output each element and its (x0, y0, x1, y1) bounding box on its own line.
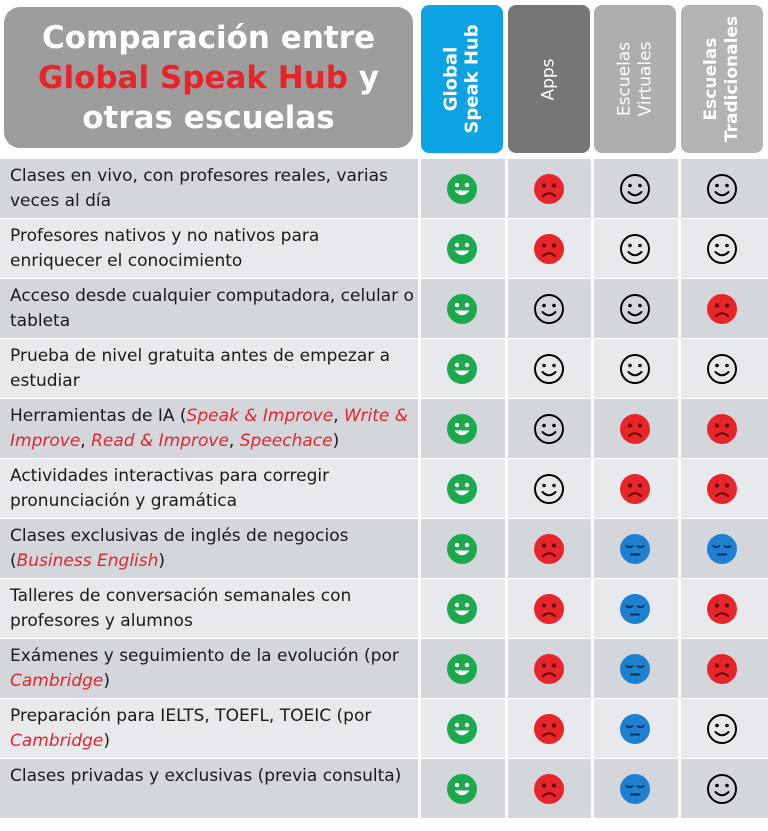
feature-highlight: Write & Improve (10, 406, 409, 451)
table-row (0, 578, 768, 638)
rating-cell-global-speak-hub (421, 639, 503, 699)
neutral-face-icon (619, 773, 651, 805)
sad-face-icon (706, 593, 738, 625)
rating-cell-virtual-schools (594, 639, 676, 699)
sad-face-icon (706, 293, 738, 325)
neutral-face-icon (706, 533, 738, 565)
rating-cell-traditional-schools (681, 639, 763, 699)
feature-label (10, 344, 415, 394)
rating-cell-apps (508, 459, 590, 519)
rating-cell-global-speak-hub (421, 459, 503, 519)
happy-face-icon (446, 293, 478, 325)
column-header-apps (508, 5, 590, 153)
feature-label (10, 764, 415, 789)
comparison-rows (0, 158, 768, 818)
feature-text: , (333, 406, 345, 426)
smiley-outline-icon (533, 413, 565, 445)
rating-cell-apps (508, 159, 590, 219)
feature-text: ) (332, 431, 340, 451)
feature-label (10, 704, 415, 754)
rating-cell-traditional-schools (681, 279, 763, 339)
title-line-2 (38, 58, 379, 98)
title-line-3: otras escuelas (82, 99, 335, 136)
rating-cell-global-speak-hub (421, 579, 503, 639)
rating-cell-traditional-schools (681, 579, 763, 639)
feature-highlight: Read & Improve (91, 431, 229, 451)
rating-cell-virtual-schools (594, 579, 676, 639)
feature-text: Exámenes y seguimiento de la evolución (por (10, 646, 399, 666)
rating-cell-traditional-schools (681, 219, 763, 279)
rating-cell-virtual-schools (594, 459, 676, 519)
rating-cell-traditional-schools (681, 759, 763, 819)
feature-label (10, 164, 415, 214)
feature-highlight: Cambridge (10, 731, 104, 751)
rating-cell-virtual-schools (594, 759, 676, 819)
feature-text: Preparación para IELTS, TOEFL, TOEIC (por (10, 706, 372, 726)
sad-face-icon (533, 173, 565, 205)
feature-highlight: Speechace (239, 431, 333, 451)
title-brand: Global Speak Hub (38, 59, 348, 96)
smiley-outline-icon (706, 713, 738, 745)
gsh-header-line-2: Speak Hub (462, 24, 483, 134)
rating-cell-virtual-schools (594, 339, 676, 399)
comparison-title (4, 7, 413, 148)
rating-cell-virtual-schools (594, 219, 676, 279)
rating-cell-virtual-schools (594, 279, 676, 339)
happy-face-icon (446, 653, 478, 685)
sad-face-icon (533, 773, 565, 805)
feature-label (10, 224, 415, 274)
column-header-global-speak-hub (421, 5, 503, 153)
feature-text: ) (103, 671, 111, 691)
neutral-face-icon (619, 653, 651, 685)
rating-cell-apps (508, 339, 590, 399)
rating-cell-traditional-schools (681, 159, 763, 219)
rating-cell-global-speak-hub (421, 519, 503, 579)
rating-cell-traditional-schools (681, 459, 763, 519)
feature-label (10, 524, 415, 574)
feature-text: Prueba de nivel gratuita antes de empezar a estudiar (10, 346, 391, 391)
feature-text: ) (158, 551, 166, 571)
smiley-outline-icon (706, 353, 738, 385)
rating-cell-apps (508, 219, 590, 279)
feature-label (10, 644, 415, 694)
sad-face-icon (706, 653, 738, 685)
rating-cell-global-speak-hub (421, 399, 503, 459)
table-row (0, 638, 768, 698)
table-row (0, 518, 768, 578)
table-row (0, 278, 768, 338)
smiley-outline-icon (533, 293, 565, 325)
neutral-face-icon (619, 713, 651, 745)
smiley-outline-icon (706, 173, 738, 205)
rating-cell-apps (508, 759, 590, 819)
feature-text: Clases en vivo, con profesores reales, varias veces al día (10, 166, 388, 211)
feature-text: Actividades interactivas para corregir pronunciación y gramática (10, 466, 330, 511)
smiley-outline-icon (619, 353, 651, 385)
feature-text: ) (103, 731, 111, 751)
happy-face-icon (446, 413, 478, 445)
table-row (0, 158, 768, 218)
sad-face-icon (619, 473, 651, 505)
title-line-2-rest: y (347, 59, 379, 96)
rating-cell-apps (508, 639, 590, 699)
sad-face-icon (533, 713, 565, 745)
rating-cell-apps (508, 519, 590, 579)
smiley-outline-icon (706, 233, 738, 265)
feature-text: Herramientas de IA ( (10, 406, 187, 426)
title-line-1: Comparación entre (41, 19, 376, 56)
rating-cell-apps (508, 699, 590, 759)
rating-cell-global-speak-hub (421, 699, 503, 759)
happy-face-icon (446, 713, 478, 745)
feature-label (10, 464, 415, 514)
gsh-header-line-1: Global (441, 46, 462, 112)
happy-face-icon (446, 353, 478, 385)
rating-cell-apps (508, 279, 590, 339)
rating-cell-global-speak-hub (421, 279, 503, 339)
feature-text: Talleres de conversación semanales con profesores y alumnos (10, 586, 352, 631)
rating-cell-virtual-schools (594, 519, 676, 579)
apps-header-label: Apps (538, 57, 559, 101)
feature-text: , (228, 431, 240, 451)
sad-face-icon (706, 413, 738, 445)
rating-cell-global-speak-hub (421, 159, 503, 219)
rating-cell-global-speak-hub (421, 339, 503, 399)
smiley-outline-icon (533, 353, 565, 385)
feature-text: Acceso desde cualquier computadora, celular o tableta (10, 286, 414, 331)
happy-face-icon (446, 593, 478, 625)
happy-face-icon (446, 473, 478, 505)
rating-cell-global-speak-hub (421, 759, 503, 819)
feature-text: Clases exclusivas de inglés de negocios ( (10, 526, 349, 571)
column-header-traditional-schools (681, 5, 763, 153)
sad-face-icon (533, 593, 565, 625)
sad-face-icon (706, 473, 738, 505)
feature-label (10, 404, 415, 454)
smiley-outline-icon (619, 173, 651, 205)
rating-cell-virtual-schools (594, 699, 676, 759)
table-row (0, 758, 768, 818)
table-row (0, 398, 768, 458)
happy-face-icon (446, 533, 478, 565)
rating-cell-traditional-schools (681, 399, 763, 459)
virt-header-line-2: Virtuales (635, 41, 655, 117)
rating-cell-traditional-schools (681, 699, 763, 759)
rating-cell-virtual-schools (594, 159, 676, 219)
sad-face-icon (533, 533, 565, 565)
column-header-virtual-schools (594, 5, 676, 153)
sad-face-icon (533, 233, 565, 265)
feature-highlight: Cambridge (10, 671, 104, 691)
feature-text: Clases privadas y exclusivas (previa consulta) (10, 766, 402, 786)
rating-cell-global-speak-hub (421, 219, 503, 279)
feature-highlight: Business English (16, 551, 159, 571)
smiley-outline-icon (619, 293, 651, 325)
sad-face-icon (533, 653, 565, 685)
rating-cell-apps (508, 399, 590, 459)
smiley-outline-icon (533, 473, 565, 505)
trad-header-line-1: Escuelas (701, 37, 721, 121)
table-row (0, 218, 768, 278)
table-row (0, 338, 768, 398)
feature-label (10, 584, 415, 634)
rating-cell-virtual-schools (594, 399, 676, 459)
smiley-outline-icon (706, 773, 738, 805)
feature-highlight: Speak & Improve (186, 406, 334, 426)
table-row (0, 698, 768, 758)
happy-face-icon (446, 233, 478, 265)
rating-cell-traditional-schools (681, 519, 763, 579)
rating-cell-apps (508, 579, 590, 639)
neutral-face-icon (619, 593, 651, 625)
virt-header-line-1: Escuelas (614, 41, 634, 117)
feature-text: , (80, 431, 92, 451)
neutral-face-icon (619, 533, 651, 565)
happy-face-icon (446, 773, 478, 805)
sad-face-icon (619, 413, 651, 445)
table-row (0, 458, 768, 518)
happy-face-icon (446, 173, 478, 205)
smiley-outline-icon (619, 233, 651, 265)
feature-text: Profesores nativos y no nativos para enriquecer el conocimiento (10, 226, 320, 271)
feature-label (10, 284, 415, 334)
rating-cell-traditional-schools (681, 339, 763, 399)
trad-header-line-2: Tradicionales (722, 15, 742, 143)
